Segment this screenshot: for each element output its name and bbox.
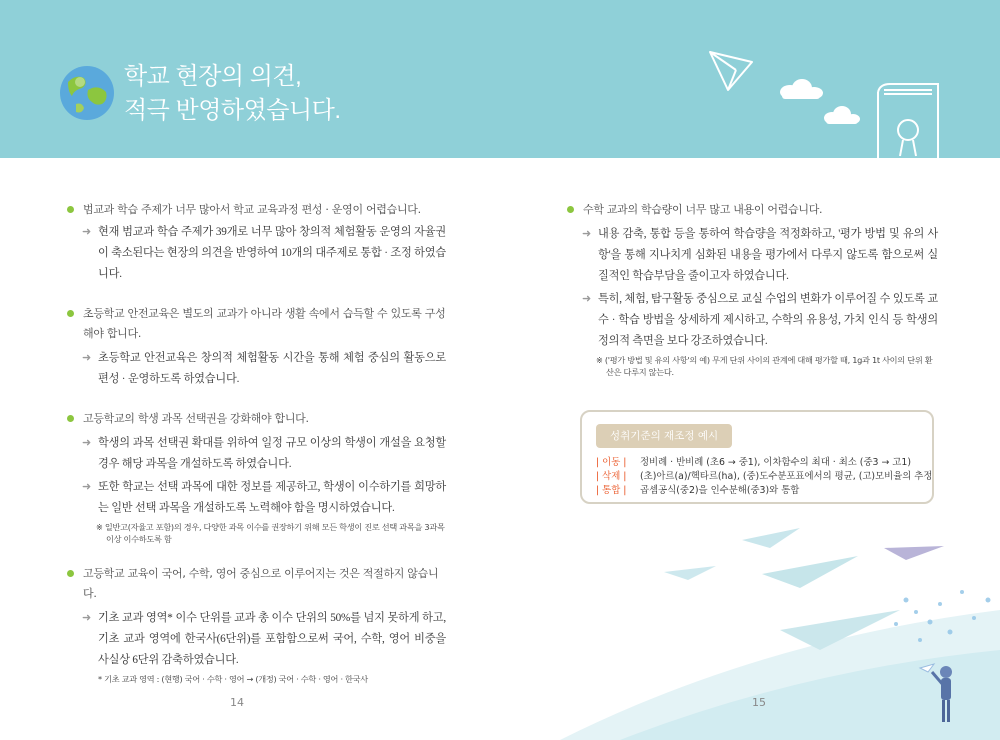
- arrow-icon: ➜: [582, 293, 592, 305]
- footnote: ※ 일반고(자율고 포함)의 경우, 다양한 과목 이수를 권장하기 위해 모든 학생이 진로 선택 과목을 3과목 이상 이수하도록 함: [96, 522, 445, 544]
- arrow-icon: ➜: [582, 228, 592, 240]
- example-box-title: 성취기준의 재조정 예시: [596, 424, 732, 448]
- response-text: ➜ 학생의 과목 선택권 확대를 위하여 일정 규모 이상의 학생이 개설을 요청할 경우 해당 과목을 개설하도록 하였습니다.: [66, 433, 446, 475]
- response-text: ➜ 기초 교과 영역* 이수 단위를 교과 총 이수 단위의 50%를 넘지 못하게 하고, 기초 교과 영역에 한국사(6단위)를 포함함으로써 국어, 수학, 영어 비중을 사실상 6단위 감축하였습니다.: [66, 608, 446, 671]
- example-row-tag: | 통합 |: [596, 485, 627, 496]
- response-text: ➜ 특히, 체험, 탐구활동 중심으로 교실 수업의 변화가 이루어질 수 있도록 교수 · 학습 방법을 상세하게 제시하고, 수학의 유용성, 가치 인식 등 학생의 정의적 측면을 보다 강조하였습니다.: [566, 289, 938, 352]
- footnote: ※ ('평가 방법 및 유의 사항'의 예) 무게 단위 사이의 관계에 대해 평가할 때, 1g과 1t 사이의 단위 환산은 다루지 않는다.: [596, 355, 933, 377]
- response-text: ➜ 내용 감축, 통합 등을 통하여 학습량을 적정화하고, '평가 방법 및 유의 사항'을 통해 지나치게 심화된 내용을 평가에서 다루지 않도록 함으로써 실질적인 학습부담을 줄이고자 하였습니다.: [566, 224, 938, 287]
- response-text: ➜ 초등학교 안전교육은 창의적 체험활동 시간을 통해 체험 중심의 활동으로 편성 · 운영하도록 하였습니다.: [66, 348, 446, 390]
- arrow-icon: ➜: [82, 226, 92, 238]
- example-row-tag: | 이동 |: [596, 457, 627, 468]
- footnote: * 기초 교과 영역 : (현행) 국어 · 수학 · 영어 → (개정) 국어 · 수학 · 영어 · 한국사: [98, 674, 368, 684]
- opinion-question: 초등학교 안전교육은 별도의 교과가 아니라 생활 속에서 습득할 수 있도록 구성해야 합니다.: [66, 304, 446, 344]
- example-row-text: 곱셈공식(중2)을 인수분해(중3)와 통합: [640, 485, 800, 496]
- opinion-question: 고등학교 교육이 국어, 수학, 영어 중심으로 이루어지는 것은 적절하지 않습니다.: [66, 564, 446, 604]
- opinion-question: 범교과 학습 주제가 너무 많아서 학교 교육과정 편성 · 운영이 어렵습니다.: [66, 200, 446, 220]
- page-number-right: 15: [752, 696, 766, 709]
- response-text: ➜ 또한 학교는 선택 과목에 대한 정보를 제공하고, 학생이 이수하기를 희망하는 일반 선택 과목을 개설하도록 노력해야 함을 명시하였습니다.: [66, 477, 446, 519]
- arrow-icon: ➜: [82, 352, 92, 364]
- arrow-icon: ➜: [82, 612, 92, 624]
- opinion-question: 수학 교과의 학습량이 너무 많고 내용이 어렵습니다.: [566, 200, 938, 220]
- arrow-icon: ➜: [82, 437, 92, 449]
- arrow-icon: ➜: [82, 481, 92, 493]
- example-row-text: 정비례 · 반비례 (초6 → 중1), 이차함수의 최대 · 최소 (중3 → 고1): [640, 457, 911, 468]
- title-line-2: 적극 반영하였습니다.: [124, 97, 341, 124]
- title-line-1: 학교 현장의 의견,: [124, 63, 302, 90]
- example-row-tag: | 삭제 |: [596, 471, 627, 482]
- page-number-left: 14: [230, 696, 244, 709]
- response-text: ➜ 현재 범교과 학습 주제가 39개로 너무 많아 창의적 체험활동 운영의 자율권이 축소된다는 현장의 의견을 반영하여 10개의 대주제로 통합 · 조정 하였습니다.: [66, 222, 446, 285]
- example-row-text: (초)아르(a)/헥타르(ha), (중)도수분포표에서의 평균, (고)모비율의 추정: [640, 471, 933, 482]
- opinion-question: 고등학교의 학생 과목 선택권을 강화해야 합니다.: [66, 409, 446, 429]
